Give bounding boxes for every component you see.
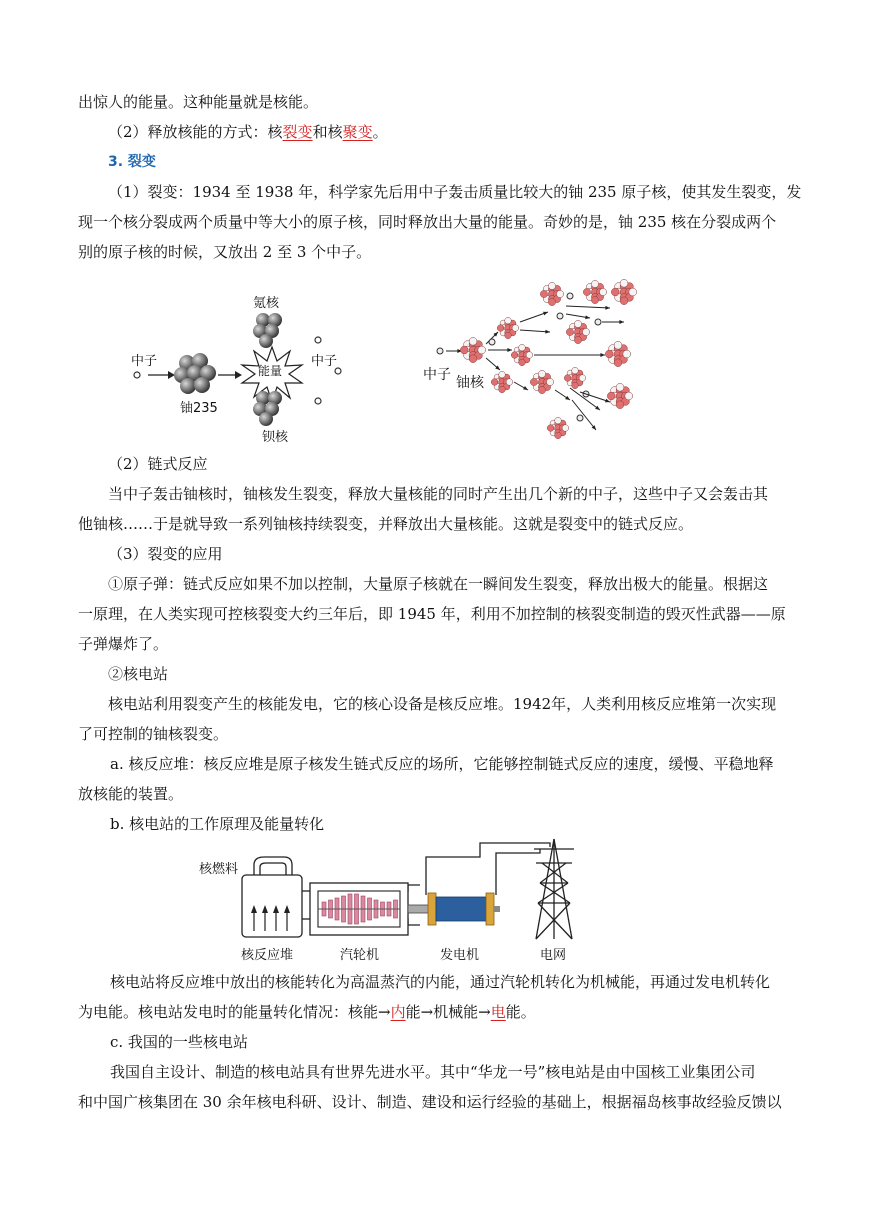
paragraph-line: 子弹爆炸了。 bbox=[78, 635, 169, 653]
nucleon bbox=[623, 350, 631, 358]
paragraph-line: ①原子弹：链式反应如果不加以控制，大量原子核就在一瞬间发生裂变，释放出极大的能量。根据这 bbox=[108, 575, 769, 593]
nucleon bbox=[614, 359, 622, 367]
nucleon bbox=[499, 371, 506, 378]
arrowhead bbox=[235, 371, 242, 379]
nucleon bbox=[505, 317, 512, 324]
neutron-dot bbox=[134, 372, 140, 378]
nucleon bbox=[511, 352, 518, 359]
nucleon bbox=[526, 352, 533, 359]
uranium-label: 铀235 bbox=[180, 401, 218, 416]
nucleon bbox=[607, 392, 615, 400]
nucleon bbox=[582, 328, 589, 335]
neutron-dot bbox=[577, 415, 583, 421]
nucleon bbox=[478, 346, 486, 354]
nucleon bbox=[469, 337, 477, 345]
power-plant-diagram bbox=[240, 835, 600, 945]
text-span: 为电能。核电站发电时的能量转化情况：核能→ bbox=[78, 1003, 391, 1021]
nucleon bbox=[572, 382, 579, 389]
arrowhead bbox=[168, 371, 175, 379]
grid-label: 电网 bbox=[540, 948, 567, 963]
highlight-word: 裂变 bbox=[282, 123, 313, 141]
nucleon bbox=[620, 279, 628, 287]
barium-label: 钡核 bbox=[262, 430, 289, 445]
reactor-label: 核反应堆 bbox=[241, 948, 294, 963]
nucleon bbox=[579, 375, 586, 382]
neutron-dot bbox=[315, 337, 321, 343]
paragraph-line: 核电站将反应堆中放出的核能转化为高温蒸汽的内能，通过汽轮机转化为机械能，再通过发电机转化 bbox=[110, 973, 771, 991]
nucleon bbox=[562, 425, 569, 432]
nucleon bbox=[505, 332, 512, 339]
text-span: 能→机械能→ bbox=[405, 1003, 491, 1021]
paragraph-line: 他铀核……于是就导致一系列铀核持续裂变，并释放出大量核能。这就是裂变中的链式反应。 bbox=[78, 515, 694, 533]
nucleon bbox=[625, 392, 633, 400]
arrow bbox=[566, 306, 610, 308]
nucleon bbox=[616, 401, 624, 409]
arrowhead bbox=[619, 320, 624, 324]
nucleon bbox=[572, 367, 579, 374]
paragraph-line: 一原理，在人类实现可控核裂变大约三年后，即 1945 年，利用不加控制的核裂变制造的毁灭性武器——原 bbox=[78, 605, 786, 623]
nucleon bbox=[546, 378, 553, 385]
nucleon bbox=[616, 383, 624, 391]
neutron-dot bbox=[315, 398, 321, 404]
shaft bbox=[408, 905, 430, 913]
arrowhead bbox=[600, 353, 605, 357]
nucleon bbox=[519, 359, 526, 366]
neutron-label: 中子 bbox=[423, 367, 451, 383]
fuel-label: 核燃料 bbox=[199, 862, 239, 877]
nucleon bbox=[611, 288, 619, 296]
nucleon bbox=[591, 296, 598, 303]
pylon bbox=[534, 839, 574, 939]
text-span: 。 bbox=[372, 123, 388, 141]
paragraph-line: 出惊人的能量。这种能量就是核能。 bbox=[78, 93, 319, 111]
nucleon bbox=[540, 290, 547, 297]
turbine-box bbox=[310, 883, 408, 935]
highlight-word: 内 bbox=[390, 1003, 406, 1021]
nucleon bbox=[547, 425, 554, 432]
paragraph-line: 和中国广核集团在 30 余年核电科研、设计、制造、建设和运行经验的基础上，根据福岛核事故经验反馈以 bbox=[78, 1093, 782, 1111]
neutron-dot bbox=[567, 293, 573, 299]
arrowhead bbox=[543, 312, 548, 316]
section-title: （3）裂变的应用 bbox=[108, 545, 223, 563]
nucleon bbox=[614, 341, 622, 349]
nucleon bbox=[605, 350, 613, 358]
nucleon bbox=[548, 298, 555, 305]
nucleon bbox=[566, 328, 573, 335]
nucleon bbox=[555, 417, 562, 424]
paragraph-line: 我国自主设计、制造的核电站具有世界先进水平。其中“华龙一号”核电站是由中国核工业集团公司 bbox=[110, 1063, 756, 1081]
nucleon bbox=[538, 370, 545, 377]
paragraph-line: 放核能的装置。 bbox=[78, 785, 184, 803]
section-heading: 3. 裂变 bbox=[108, 154, 156, 170]
paragraph-line: 当中子轰击铀核时，铀核发生裂变，释放大量核能的同时产生出几个新的中子，这些中子又会轰击其 bbox=[108, 485, 769, 503]
section-title: c. 我国的一些核电站 bbox=[110, 1033, 248, 1051]
krypton-nucleus bbox=[253, 313, 282, 348]
nucleon bbox=[555, 432, 562, 439]
nucleon bbox=[574, 320, 581, 327]
uranium-nucleus bbox=[174, 353, 216, 394]
paragraph-line: b. 核电站的工作原理及能量转化 bbox=[110, 815, 325, 833]
nucleon bbox=[574, 336, 581, 343]
paragraph-line: （1）裂变：1934 至 1938 年，科学家先后用中子轰击质量比较大的铀 235 原子核，使其发生裂变，发 bbox=[108, 183, 802, 201]
arrowhead bbox=[585, 315, 590, 319]
paragraph-line bbox=[108, 122, 828, 142]
arrowhead bbox=[545, 330, 550, 334]
section-title: ②核电站 bbox=[108, 665, 169, 683]
energy-label: 能量 bbox=[258, 364, 283, 378]
nucleon bbox=[583, 288, 590, 295]
neutron-dot bbox=[595, 319, 601, 325]
generator bbox=[428, 893, 500, 925]
neutron-dot bbox=[437, 348, 443, 354]
paragraph-line: 别的原子核的时候，又放出 2 至 3 个中子。 bbox=[78, 243, 372, 261]
nucleon bbox=[591, 280, 598, 287]
neutron-dot bbox=[557, 313, 563, 319]
text-span: 能。 bbox=[505, 1003, 536, 1021]
nucleon bbox=[620, 297, 628, 305]
chain-reaction-diagram bbox=[420, 270, 660, 445]
turbine-label: 汽轮机 bbox=[340, 948, 380, 963]
nucleon bbox=[556, 290, 563, 297]
nucleon bbox=[519, 344, 526, 351]
nucleon bbox=[469, 355, 477, 363]
arrowhead bbox=[605, 306, 610, 310]
generator-label: 发电机 bbox=[440, 948, 480, 963]
highlight-word: 电 bbox=[490, 1003, 506, 1021]
nucleon bbox=[497, 325, 504, 332]
nucleon bbox=[506, 379, 513, 386]
paragraph-line bbox=[78, 1002, 798, 1022]
paragraph-line: 了可控制的铀核裂变。 bbox=[78, 725, 229, 743]
section-title: （2）链式反应 bbox=[108, 455, 208, 473]
nucleon bbox=[538, 386, 545, 393]
nucleon bbox=[499, 386, 506, 393]
nucleon bbox=[629, 288, 637, 296]
krypton-label: 氪核 bbox=[253, 296, 280, 311]
nucleon bbox=[491, 379, 498, 386]
paragraph-line: a. 核反应堆：核反应堆是原子核发生链式反应的场所，它能够控制链式反应的速度，缓慢、平稳地释 bbox=[110, 755, 774, 773]
neutron-dot bbox=[489, 339, 495, 345]
reactor-vessel bbox=[242, 857, 302, 937]
nucleon bbox=[512, 325, 519, 332]
barium-nucleus bbox=[253, 391, 282, 426]
uranium-label: 铀核 bbox=[456, 375, 484, 391]
nucleon bbox=[564, 375, 571, 382]
arrowhead bbox=[507, 348, 512, 352]
text-span: （2）释放核能的方式：核 bbox=[108, 123, 283, 141]
highlight-word: 聚变 bbox=[342, 123, 373, 141]
paragraph-line: 核电站利用裂变产生的核能发电，它的核心设备是核反应堆。1942年，人类利用核反应堆第一次实现 bbox=[108, 695, 777, 713]
nucleon bbox=[599, 288, 606, 295]
arrowhead bbox=[565, 396, 570, 400]
neutron-label: 中子 bbox=[311, 354, 338, 369]
nucleon bbox=[460, 346, 468, 354]
text-span: 和核 bbox=[312, 123, 343, 141]
nucleon bbox=[548, 282, 555, 289]
neutron-label: 中子 bbox=[131, 354, 158, 369]
paragraph-line: 现一个核分裂成两个质量中等大小的原子核，同时释放出大量的能量。奇妙的是，铀 235 核在分裂成两个 bbox=[78, 213, 777, 231]
nucleon bbox=[530, 378, 537, 385]
